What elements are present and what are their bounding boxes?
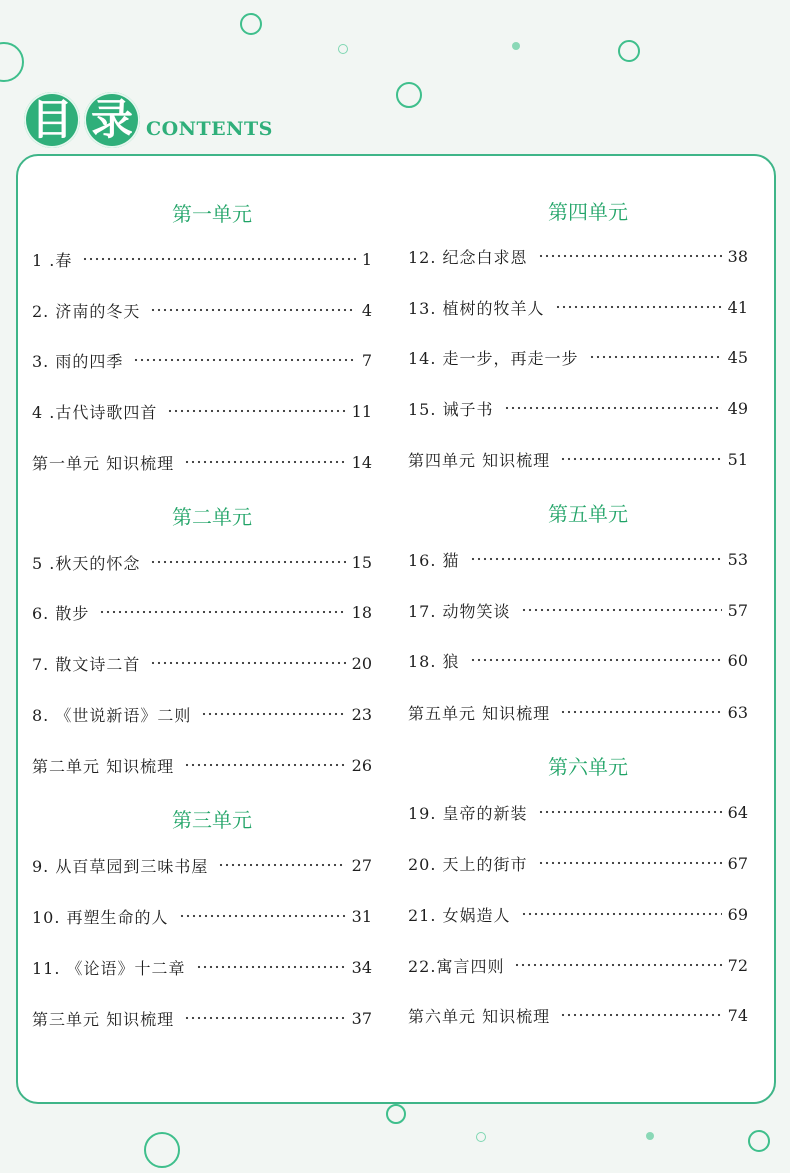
entry-page: 67 — [727, 853, 748, 873]
dot-leader — [560, 457, 722, 461]
bubble-decoration — [144, 1132, 180, 1168]
dot-leader — [167, 409, 345, 413]
entry-title: 1 .春 — [32, 250, 73, 270]
dot-leader — [589, 355, 722, 359]
entry-page: 31 — [351, 906, 372, 926]
entry-title: 7. 散文诗二首 — [32, 654, 141, 674]
title-contents: CONTENTS — [146, 118, 273, 140]
toc-entry[interactable] — [408, 952, 748, 978]
toc-entry[interactable] — [408, 850, 748, 876]
dot-leader — [504, 406, 722, 410]
entry-page: 74 — [727, 1005, 748, 1025]
entry-page: 63 — [727, 702, 748, 722]
entry-page: 60 — [727, 650, 748, 670]
dot-leader — [82, 257, 355, 261]
entry-page: 34 — [351, 957, 372, 977]
toc-entry[interactable] — [408, 699, 748, 725]
toc-entry[interactable] — [32, 1005, 372, 1031]
unit-heading: 第二单元 — [172, 505, 252, 529]
entry-title: 18. 狼 — [408, 651, 460, 671]
entry-page: 37 — [351, 1008, 372, 1028]
entry-page: 41 — [727, 297, 748, 317]
entry-title: 15. 诫子书 — [408, 399, 494, 419]
toc-entry[interactable] — [32, 549, 372, 575]
dot-leader — [470, 658, 722, 662]
bubble-decoration — [338, 44, 348, 54]
entry-title: 第二单元 知识梳理 — [32, 756, 175, 776]
entry-page: 45 — [727, 347, 748, 367]
toc-entry[interactable] — [32, 954, 372, 980]
entry-title: 19. 皇帝的新装 — [408, 803, 528, 823]
entry-page: 38 — [727, 246, 748, 266]
dot-leader — [150, 560, 345, 564]
dot-leader — [521, 912, 722, 916]
unit-heading: 第五单元 — [548, 502, 628, 526]
entry-page: 26 — [351, 755, 372, 775]
toc-entry[interactable] — [408, 546, 748, 572]
entry-title: 6. 散步 — [32, 603, 90, 623]
dot-leader — [560, 1013, 722, 1017]
dot-leader — [184, 763, 346, 767]
toc-entry[interactable] — [32, 852, 372, 878]
entry-page: 72 — [727, 955, 748, 975]
dot-leader — [538, 861, 722, 865]
toc-entry[interactable] — [32, 297, 372, 323]
dot-leader — [560, 710, 722, 714]
entry-title: 17. 动物笑谈 — [408, 601, 511, 621]
toc-entry[interactable] — [408, 344, 748, 370]
entry-page: 49 — [727, 398, 748, 418]
entry-title: 第五单元 知识梳理 — [408, 703, 551, 723]
dot-leader — [201, 712, 345, 716]
entry-page: 11 — [351, 401, 372, 421]
bubble-decoration — [240, 13, 262, 35]
dot-leader — [538, 810, 722, 814]
entry-page: 51 — [727, 449, 748, 469]
entry-title: 第一单元 知识梳理 — [32, 453, 175, 473]
entry-page: 20 — [351, 653, 372, 673]
entry-page: 57 — [727, 600, 748, 620]
dot-leader — [196, 965, 346, 969]
entry-title: 2. 济南的冬天 — [32, 301, 141, 321]
entry-title: 第四单元 知识梳理 — [408, 450, 551, 470]
dot-leader — [99, 610, 345, 614]
toc-entry[interactable] — [408, 647, 748, 673]
entry-title: 22.寓言四则 — [408, 956, 505, 976]
toc-entry[interactable] — [32, 246, 372, 272]
toc-entry[interactable] — [32, 347, 372, 373]
entry-page: 4 — [361, 300, 372, 320]
toc-entry[interactable] — [32, 449, 372, 475]
entry-title: 第三单元 知识梳理 — [32, 1009, 175, 1029]
dot-leader — [218, 863, 345, 867]
dot-leader — [184, 1016, 346, 1020]
entry-page: 23 — [351, 704, 372, 724]
entry-title: 9. 从百草园到三味书屋 — [32, 856, 209, 876]
entry-title: 3. 雨的四季 — [32, 351, 124, 371]
dot-leader — [133, 358, 355, 362]
toc-entry[interactable] — [32, 701, 372, 727]
bubble-decoration — [476, 1132, 486, 1142]
entry-title: 13. 植树的牧羊人 — [408, 298, 545, 318]
toc-entry[interactable] — [408, 446, 748, 472]
entry-title: 14. 走一步，再走一步 — [408, 348, 579, 368]
toc-entry[interactable] — [32, 398, 372, 424]
contents-frame — [16, 154, 776, 1104]
entry-title: 21. 女娲造人 — [408, 905, 511, 925]
dot-leader — [555, 305, 722, 309]
title-char: 录 — [84, 92, 140, 148]
unit-heading: 第一单元 — [172, 202, 252, 226]
dot-leader — [470, 557, 722, 561]
entry-title: 20. 天上的街市 — [408, 854, 528, 874]
entry-page: 14 — [351, 452, 372, 472]
entry-title: 8. 《世说新语》二则 — [32, 705, 192, 725]
toc-entry[interactable] — [408, 395, 748, 421]
toc-entry[interactable] — [32, 599, 372, 625]
entry-title: 16. 猫 — [408, 550, 460, 570]
dot-leader — [179, 914, 346, 918]
entry-page: 18 — [351, 602, 372, 622]
entry-page: 27 — [351, 855, 372, 875]
unit-heading: 第四单元 — [548, 200, 628, 224]
bubble-decoration — [396, 82, 422, 108]
entry-title: 11. 《论语》十二章 — [32, 958, 186, 978]
entry-title: 第六单元 知识梳理 — [408, 1006, 551, 1026]
bubble-decoration — [748, 1130, 770, 1152]
dot-leader — [538, 254, 722, 258]
bubble-decoration — [386, 1104, 406, 1124]
entry-page: 53 — [727, 549, 748, 569]
dot-leader — [514, 963, 721, 967]
title-char: 目 — [24, 92, 80, 148]
entry-title: 5 .秋天的怀念 — [32, 553, 141, 573]
entry-page: 64 — [727, 802, 748, 822]
bubble-decoration — [512, 42, 520, 50]
dot-leader — [150, 308, 355, 312]
toc-entry[interactable] — [408, 799, 748, 825]
entry-page: 7 — [361, 350, 372, 370]
entry-page: 69 — [727, 904, 748, 924]
dot-leader — [150, 661, 345, 665]
bubble-decoration — [618, 40, 640, 62]
entry-page: 1 — [361, 249, 372, 269]
toc-entry[interactable] — [32, 650, 372, 676]
toc-entry[interactable] — [408, 597, 748, 623]
bubble-decoration — [0, 42, 24, 82]
unit-heading: 第三单元 — [172, 808, 252, 832]
entry-title: 10. 再塑生命的人 — [32, 907, 169, 927]
bubble-decoration — [646, 1132, 654, 1140]
toc-entry[interactable] — [32, 752, 372, 778]
unit-heading: 第六单元 — [548, 755, 628, 779]
dot-leader — [184, 460, 346, 464]
entry-title: 12. 纪念白求恩 — [408, 247, 528, 267]
toc-entry[interactable] — [408, 243, 748, 269]
toc-entry[interactable] — [408, 901, 748, 927]
entry-page: 15 — [351, 552, 372, 572]
toc-entry[interactable] — [32, 903, 372, 929]
toc-entry[interactable] — [408, 294, 748, 320]
toc-entry[interactable] — [408, 1002, 748, 1028]
dot-leader — [521, 608, 722, 612]
entry-title: 4 .古代诗歌四首 — [32, 402, 158, 422]
